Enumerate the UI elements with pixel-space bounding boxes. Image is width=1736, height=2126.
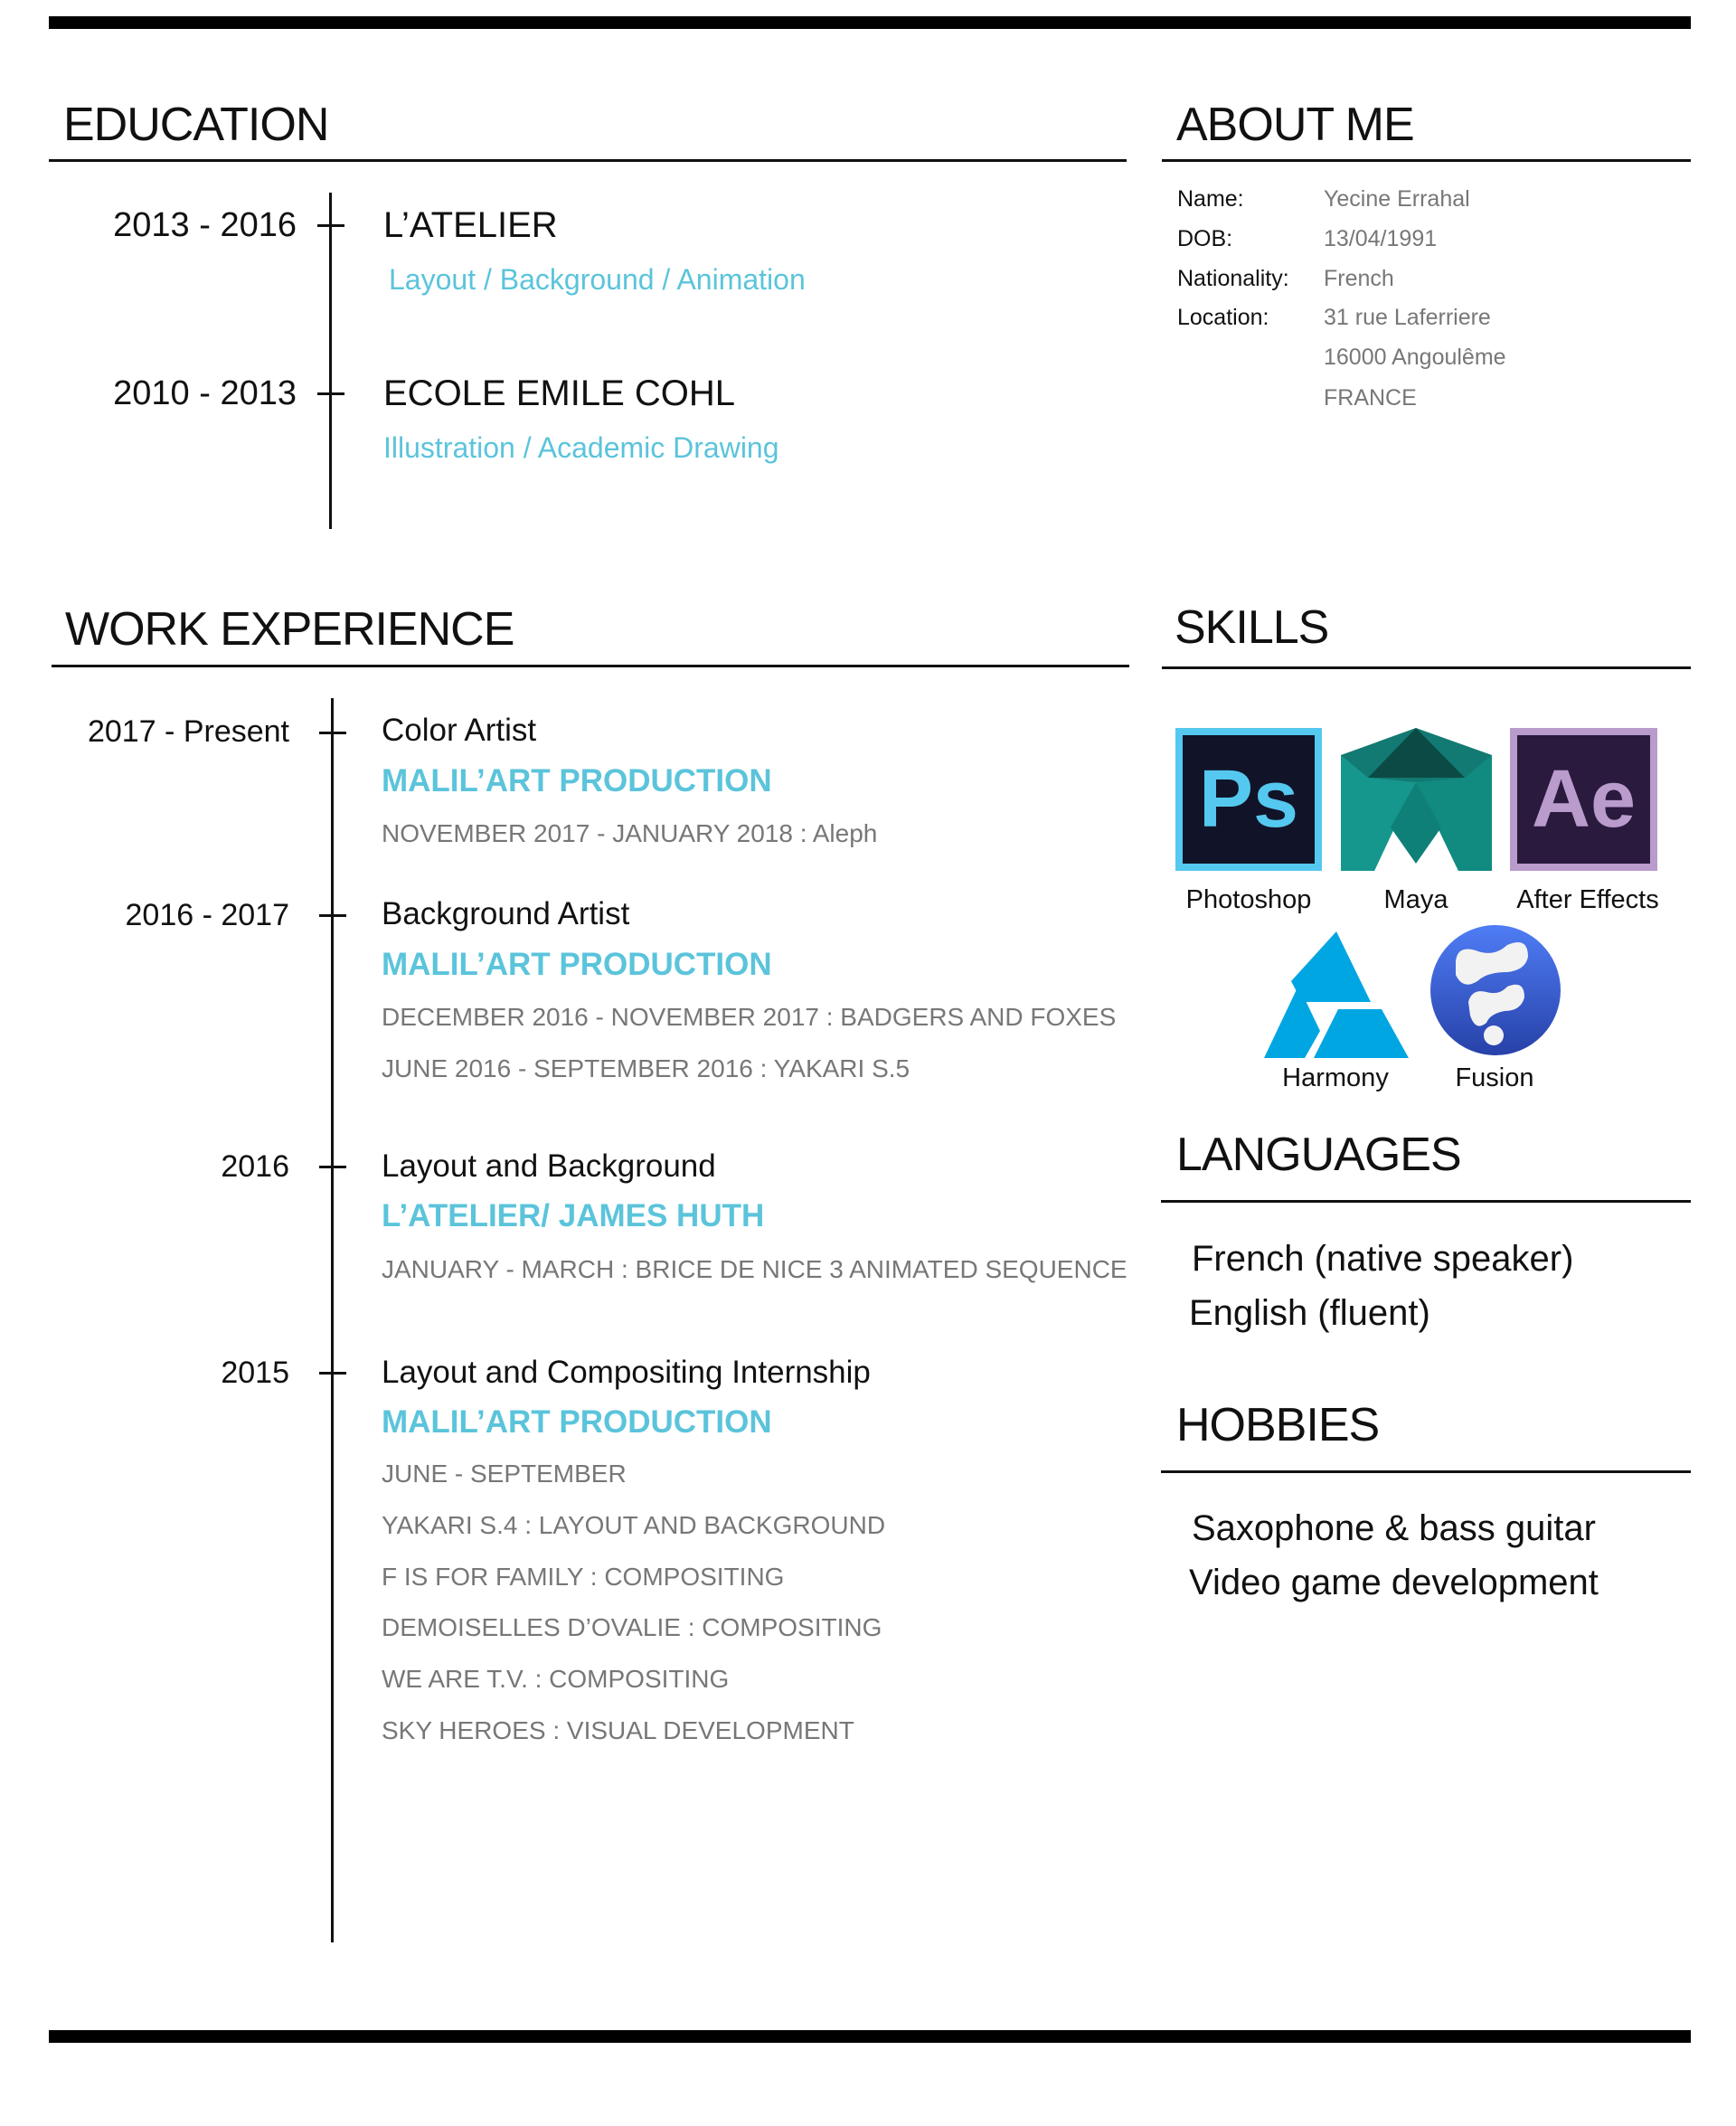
- skill-label: Maya: [1383, 885, 1448, 914]
- work-company: MALIL’ART PRODUCTION: [382, 947, 772, 982]
- work-title: Background Artist: [382, 896, 630, 931]
- work-company: L’ATELIER/ JAMES HUTH: [382, 1198, 765, 1233]
- work-detail: NOVEMBER 2017 - JANUARY 2018 : Aleph: [382, 819, 878, 847]
- education-heading: EDUCATION: [63, 99, 329, 151]
- work-timeline: [331, 698, 334, 1942]
- work-title: Layout and Compositing Internship: [382, 1355, 871, 1390]
- top-border: [49, 16, 1691, 29]
- work-detail: DECEMBER 2016 - NOVEMBER 2017 : BADGERS AND FOXES: [382, 1003, 1117, 1031]
- hobby-item: Video game development: [1189, 1563, 1599, 1602]
- edu-subjects: Illustration / Academic Drawing: [383, 431, 779, 464]
- skill-label: Fusion: [1455, 1063, 1534, 1092]
- work-dates: 2017 - Present: [87, 714, 289, 749]
- plus-icon: [317, 381, 344, 408]
- divider: [1161, 1200, 1691, 1203]
- hobbies-heading: HOBBIES: [1176, 1399, 1380, 1451]
- about-value: 16000 Angoulême: [1324, 345, 1506, 370]
- about-label: Location:: [1177, 305, 1269, 330]
- work-title: Layout and Background: [382, 1148, 716, 1184]
- plus-icon: [319, 1154, 346, 1181]
- about-value: FRANCE: [1324, 385, 1417, 411]
- skill-label: After Effects: [1516, 885, 1659, 914]
- languages-heading: LANGUAGES: [1176, 1129, 1461, 1181]
- work-dates: 2015: [221, 1356, 289, 1390]
- divider: [1161, 1470, 1691, 1473]
- work-detail: DEMOISELLES D’OVALIE : COMPOSITING: [382, 1613, 882, 1641]
- edu-dates: 2013 - 2016: [113, 206, 297, 244]
- hobby-item: Saxophone & bass guitar: [1192, 1508, 1596, 1548]
- work-company: MALIL’ART PRODUCTION: [382, 763, 772, 798]
- harmony-icon: [1264, 931, 1409, 1058]
- work-heading: WORK EXPERIENCE: [65, 603, 514, 656]
- work-detail: JUNE 2016 - SEPTEMBER 2016 : YAKARI S.5: [382, 1054, 910, 1082]
- about-heading: ABOUT ME: [1176, 99, 1414, 151]
- about-value: Yecine Errahal: [1324, 186, 1470, 212]
- language-item: French (native speaker): [1192, 1239, 1574, 1279]
- divider: [52, 665, 1129, 667]
- edu-subjects: Layout / Background / Animation: [389, 263, 806, 296]
- work-detail: WE ARE T.V. : COMPOSITING: [382, 1665, 730, 1693]
- photoshop-icon: [1175, 728, 1322, 871]
- edu-dates: 2010 - 2013: [113, 374, 297, 412]
- work-detail: SKY HEROES : VISUAL DEVELOPMENT: [382, 1716, 854, 1744]
- about-label: Name:: [1177, 186, 1244, 212]
- plus-icon: [317, 213, 344, 240]
- skills-heading: SKILLS: [1175, 601, 1329, 654]
- plus-icon: [319, 1360, 346, 1387]
- work-title: Color Artist: [382, 713, 537, 748]
- after-effects-glyph: Ae: [1517, 735, 1650, 864]
- plus-icon: [319, 902, 346, 930]
- plus-icon: [319, 720, 346, 747]
- work-dates: 2016: [221, 1149, 289, 1184]
- edu-school: ECOLE EMILE COHL: [383, 373, 736, 413]
- about-value: French: [1324, 266, 1394, 291]
- work-detail: F IS FOR FAMILY : COMPOSITING: [382, 1563, 785, 1591]
- after-effects-icon: [1510, 728, 1657, 871]
- education-timeline: [329, 193, 332, 529]
- photoshop-glyph: Ps: [1183, 735, 1315, 864]
- bottom-border: [49, 2030, 1691, 2043]
- about-value: 13/04/1991: [1324, 226, 1438, 251]
- fusion-icon: [1430, 925, 1561, 1056]
- work-company: MALIL’ART PRODUCTION: [382, 1404, 772, 1440]
- edu-school: L’ATELIER: [383, 205, 558, 245]
- divider: [49, 159, 1127, 162]
- about-value: 31 rue Laferriere: [1324, 305, 1491, 330]
- maya-icon: [1341, 728, 1492, 871]
- divider: [1162, 159, 1691, 162]
- work-dates: 2016 - 2017: [125, 898, 289, 932]
- work-detail: JANUARY - MARCH : BRICE DE NICE 3 ANIMATED SEQUENCE: [382, 1255, 1127, 1283]
- skill-label: Harmony: [1282, 1063, 1389, 1092]
- work-detail: YAKARI S.4 : LAYOUT AND BACKGROUND: [382, 1511, 886, 1539]
- skill-label: Photoshop: [1185, 885, 1312, 914]
- divider: [1162, 666, 1691, 669]
- about-label: Nationality:: [1177, 266, 1289, 291]
- language-item: English (fluent): [1189, 1293, 1430, 1333]
- about-label: DOB:: [1177, 226, 1233, 251]
- work-detail: JUNE - SEPTEMBER: [382, 1460, 627, 1488]
